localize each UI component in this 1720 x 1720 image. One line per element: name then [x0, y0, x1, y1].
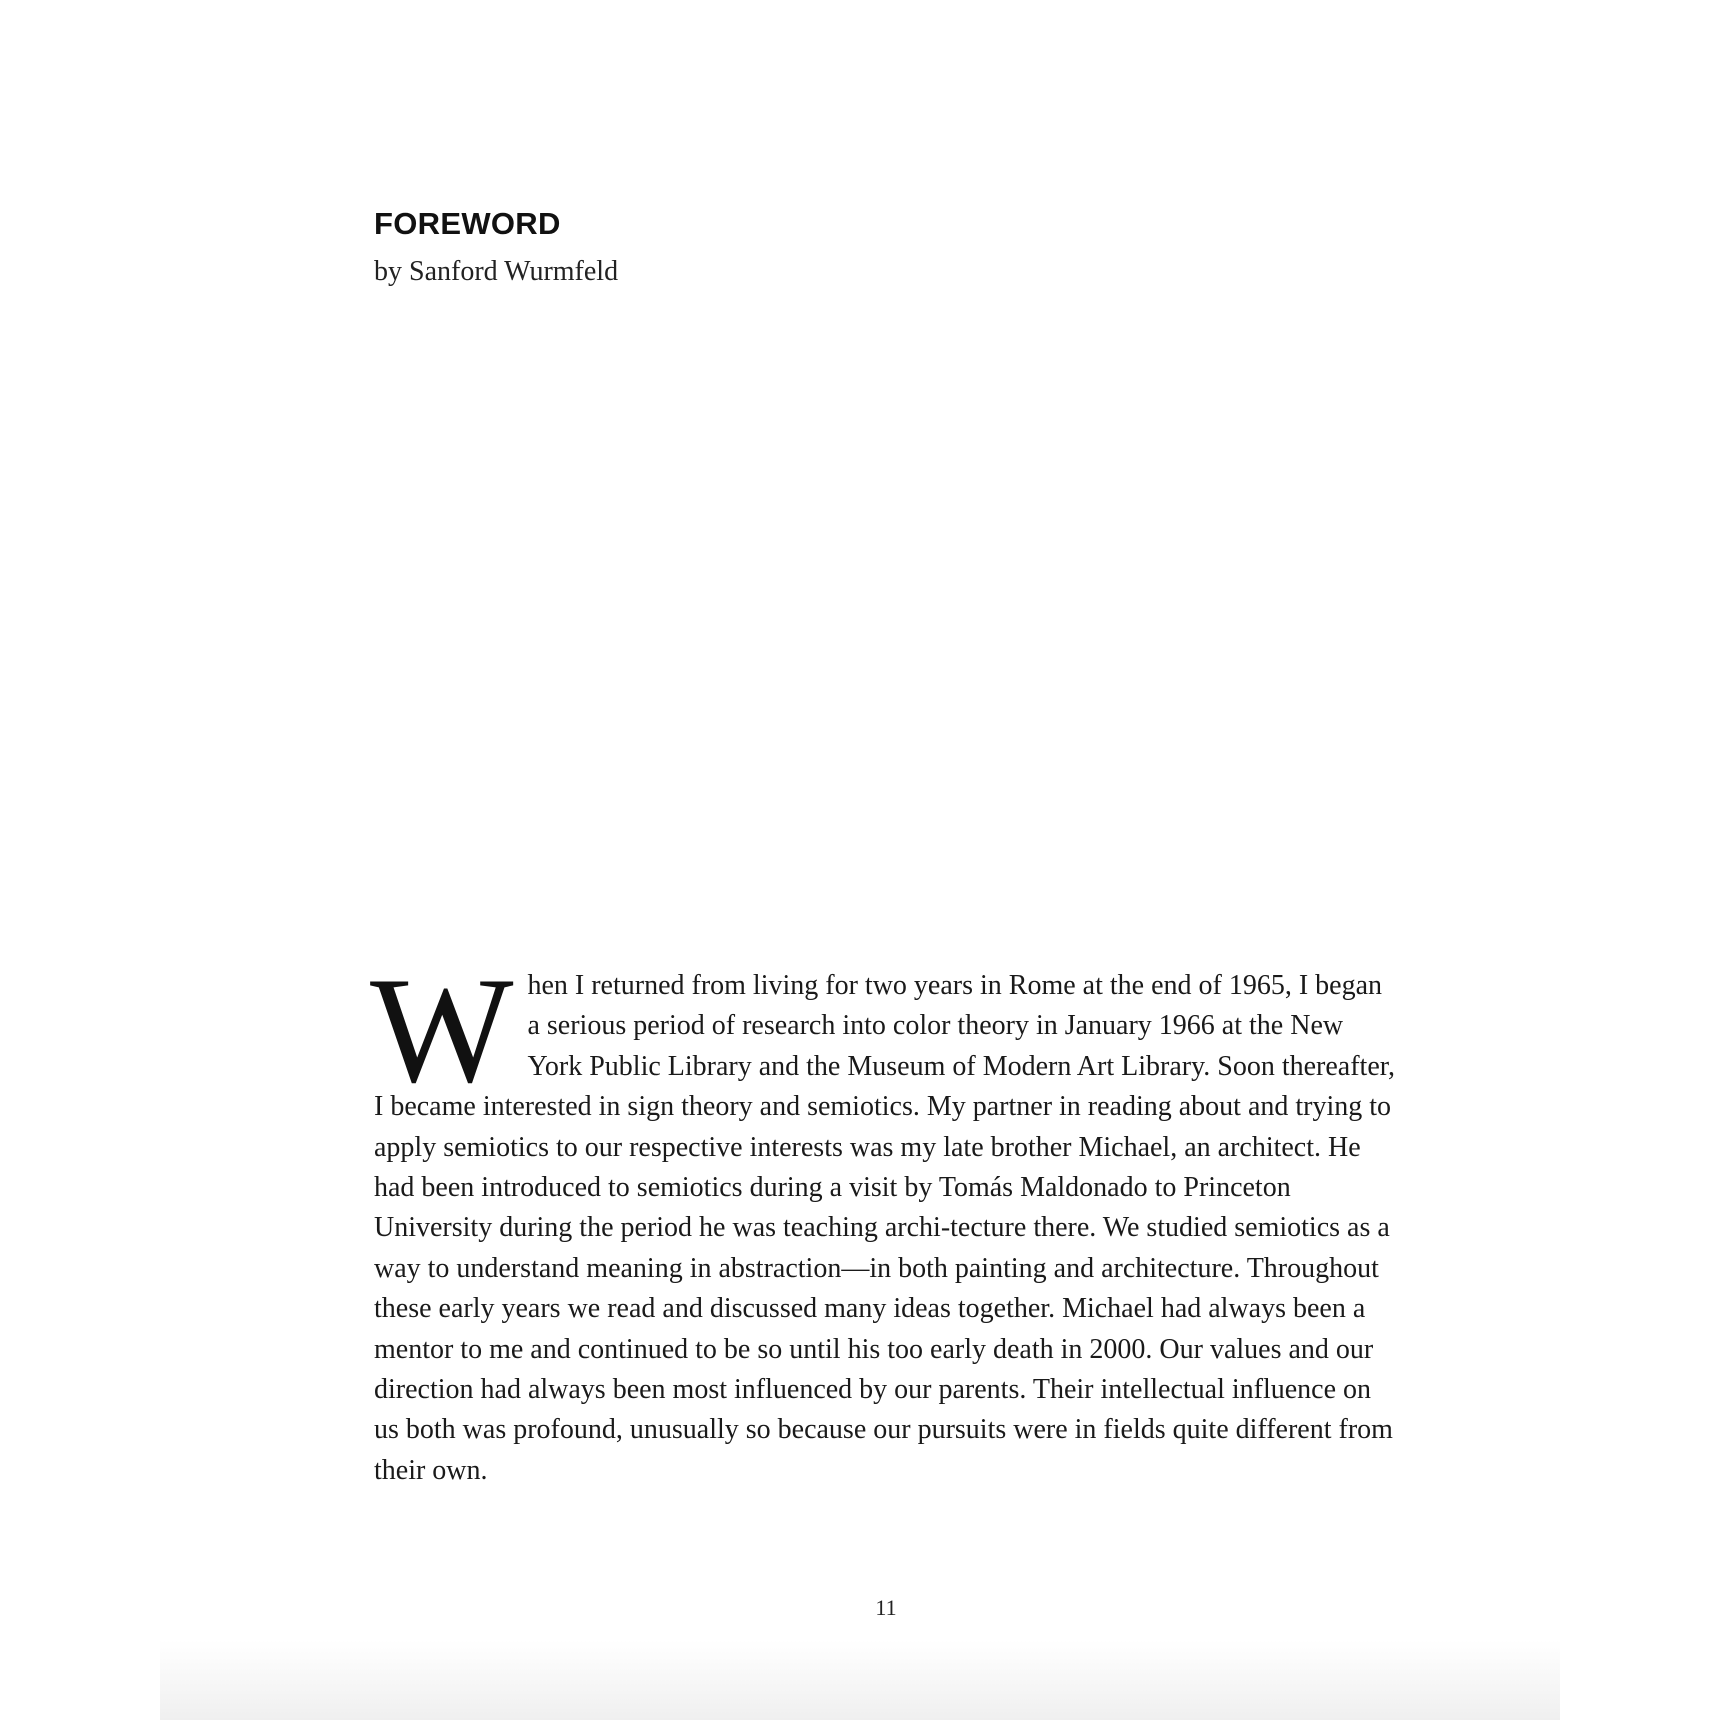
page-bottom-shadow — [160, 1640, 1560, 1720]
body-text: hen I returned from living for two years in Rome at the end of 1965, I began a serious period of research into color theory in January 1966 at the New York Public Library and the Museum of Modern Art Library. Soon thereafter, I became interested in sign theory and semiotics. My partner in reading about and trying to apply semiotics to our respective interests was my late brother Michael, an architect. He had been introduced to semiotics during a visit by Tomás Maldonado to Princeton University during the period he was teaching archi-tecture there. We studied semiotics as a way to understand meaning in abstraction—in both painting and architecture. Throughout these early years we read and discussed many ideas together. Michael had always been a mentor to me and continued to be so until his too early death in 2000. Our values and our direction had always been most influenced by our parents. Their intellectual influence on us both was profound, unusually so because our pursuits were in fields quite different from their own. — [374, 970, 1395, 1486]
page-number: 11 — [875, 1595, 897, 1620]
drop-cap: W — [370, 946, 514, 1114]
body-paragraph — [370, 946, 1398, 1491]
page-title: FOREWORD — [374, 206, 561, 241]
author-byline: by Sanford Wurmfeld — [374, 256, 619, 287]
